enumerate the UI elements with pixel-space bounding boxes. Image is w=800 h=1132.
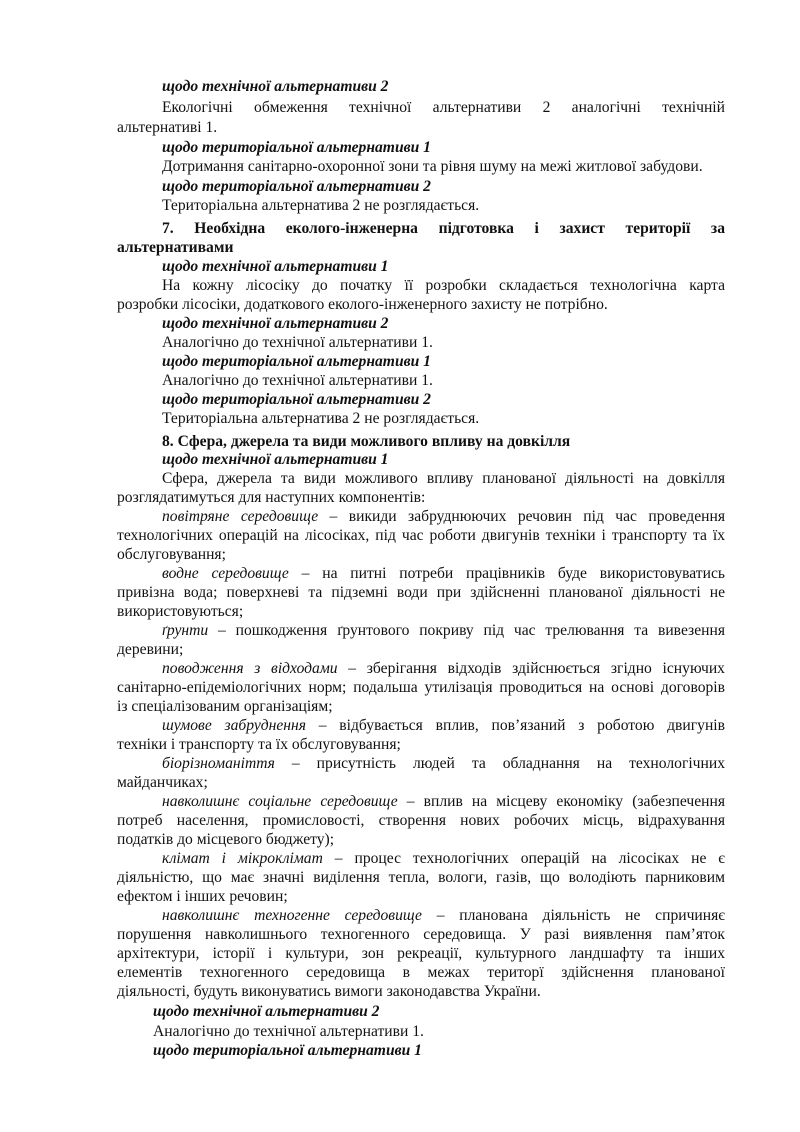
component-term: навколишнє техногенне середовище [162, 907, 422, 924]
component-term: водне середовище [162, 565, 289, 582]
section-heading-7-cont: альтернативами [117, 239, 234, 256]
component-soil [162, 622, 725, 641]
paragraph-line: привізна вода; поверхневі та підземні води при здійсненні планованої діяльності не [117, 584, 725, 601]
component-text: – викиди забруднюючих речовин під час проведення [318, 508, 725, 525]
subheading-territorial-alt-2: щодо територіальної альтернативи 2 [162, 391, 431, 408]
paragraph-line: деревини; [117, 641, 184, 658]
section-heading-8: 8. Сфера, джерела та види можливого впливу на довкілля [162, 433, 571, 450]
component-text: – планована діяльність не спричиняє [421, 907, 725, 924]
paragraph-line: розглядатимуться для наступних компонентів: [117, 489, 426, 506]
component-term: ґрунти [162, 622, 209, 639]
component-climate [162, 850, 725, 869]
component-technogenic [162, 907, 725, 926]
paragraph-line: Аналогічно до технічної альтернативи 1. [153, 1023, 424, 1040]
paragraph-line: Аналогічно до технічної альтернативи 1. [162, 372, 433, 389]
component-text: – процес технологічних операцій на лісосіках не є [322, 850, 725, 867]
paragraph-line: архітектури, історії і культури, зон рекреації, культурного ландшафту та інших [117, 945, 725, 962]
subheading-technical-alt-1: щодо технічної альтернативи 1 [162, 258, 389, 275]
paragraph-line: діяльності, будуть виконуватись вимоги законодавства України. [117, 983, 541, 1000]
paragraph-line: майданчиках; [117, 774, 208, 791]
subheading-technical-alt-1: щодо технічної альтернативи 1 [162, 451, 389, 468]
paragraph-line: Територіальна альтернатива 2 не розглядається. [162, 410, 480, 427]
component-term: повітряне середовище [162, 508, 319, 525]
component-term: шумове забруднення [162, 717, 306, 734]
component-term: навколишнє соціальне середовище [162, 793, 398, 810]
paragraph-line: Екологічні обмеження технічної альтернативи 2 аналогічні технічній [162, 99, 725, 116]
paragraph-line: технологічних операцій на лісосіках, під час роботи двигунів техніки і транспорту та їх [117, 527, 725, 544]
subheading-territorial-alt-1: щодо територіальної альтернативи 1 [162, 139, 431, 156]
paragraph-line: альтернативі 1. [117, 119, 218, 136]
paragraph-line: із спеціалізованим організаціям; [117, 698, 333, 715]
paragraph-line: елементів техногенного середовища в межах територї здійснення планованої [117, 964, 725, 981]
paragraph-line: Територіальна альтернатива 2 не розглядається. [162, 197, 480, 214]
component-water [162, 565, 725, 584]
component-noise [162, 717, 725, 736]
component-social [162, 793, 725, 812]
subheading-technical-alt-2: щодо технічної альтернативи 2 [162, 315, 389, 332]
section-heading-7: 7. Необхідна еколого-інженерна підготовка і захист території за [162, 220, 725, 237]
subheading-territorial-alt-2: щодо територіальної альтернативи 2 [162, 178, 431, 195]
component-text: – на питні потреби працівників буде використовуватись [288, 565, 725, 582]
subheading-technical-alt-2: щодо технічної альтернативи 2 [162, 78, 389, 95]
paragraph-line: обслуговування; [117, 546, 226, 563]
paragraph-line: На кожну лісосіку до початку її розробки складається технологічна карта [162, 277, 725, 294]
component-air [162, 508, 725, 527]
component-text: – відбувається вплив, пов’язаний з роботою двигунів [305, 717, 725, 734]
paragraph-line: використовуються; [117, 603, 244, 620]
subheading-territorial-alt-1: щодо територіальної альтернативи 1 [153, 1042, 422, 1059]
component-biodiversity [162, 755, 725, 774]
paragraph-line: санітарно-епідеміологічних норм; подальша утилізація проводиться на основі договорів [117, 679, 725, 696]
component-text: – пошкодження ґрунтового покриву під час трелювання та вивезення [208, 622, 725, 639]
paragraph-line: Аналогічно до технічної альтернативи 1. [162, 334, 433, 351]
paragraph-line: податків до місцевого бюджету); [117, 831, 335, 848]
paragraph-line: розробки лісосіки, додаткового еколого-інженерного захисту не потрібно. [117, 296, 608, 313]
paragraph-line: техніки і транспорту та їх обслуговування; [117, 736, 401, 753]
component-term: біорізноманіття [162, 755, 275, 772]
paragraph-line: порушення навколишнього техногенного середовища. У разі виявлення пам’яток [117, 926, 725, 943]
component-waste [162, 660, 725, 679]
component-term: поводження з відходами [162, 660, 338, 677]
component-term: клімат і мікроклімат [162, 850, 323, 867]
paragraph-line: Сфера, джерела та види можливого впливу планованої діяльності на довкілля [162, 470, 725, 487]
paragraph-line: Дотримання санітарно-охоронної зони та рівня шуму на межі житлової забудови. [162, 158, 703, 175]
paragraph-line: діяльністю, що має значні виділення тепла, вологи, газів, що володіють парниковим [117, 869, 725, 886]
component-text: – вплив на місцеву економіку (забезпечення [397, 793, 725, 810]
paragraph-line: потреб населення, промисловості, створення нових робочих місць, відрахування [117, 812, 725, 829]
component-text: – зберігання відходів здійснюється згідно існуючих [337, 660, 725, 677]
subheading-technical-alt-2: щодо технічної альтернативи 2 [153, 1003, 380, 1020]
paragraph-line: ефектом і інших речовин; [117, 888, 288, 905]
subheading-territorial-alt-1: щодо територіальної альтернативи 1 [162, 353, 431, 370]
component-text: – присутність людей та обладнання на технологічних [274, 755, 725, 772]
